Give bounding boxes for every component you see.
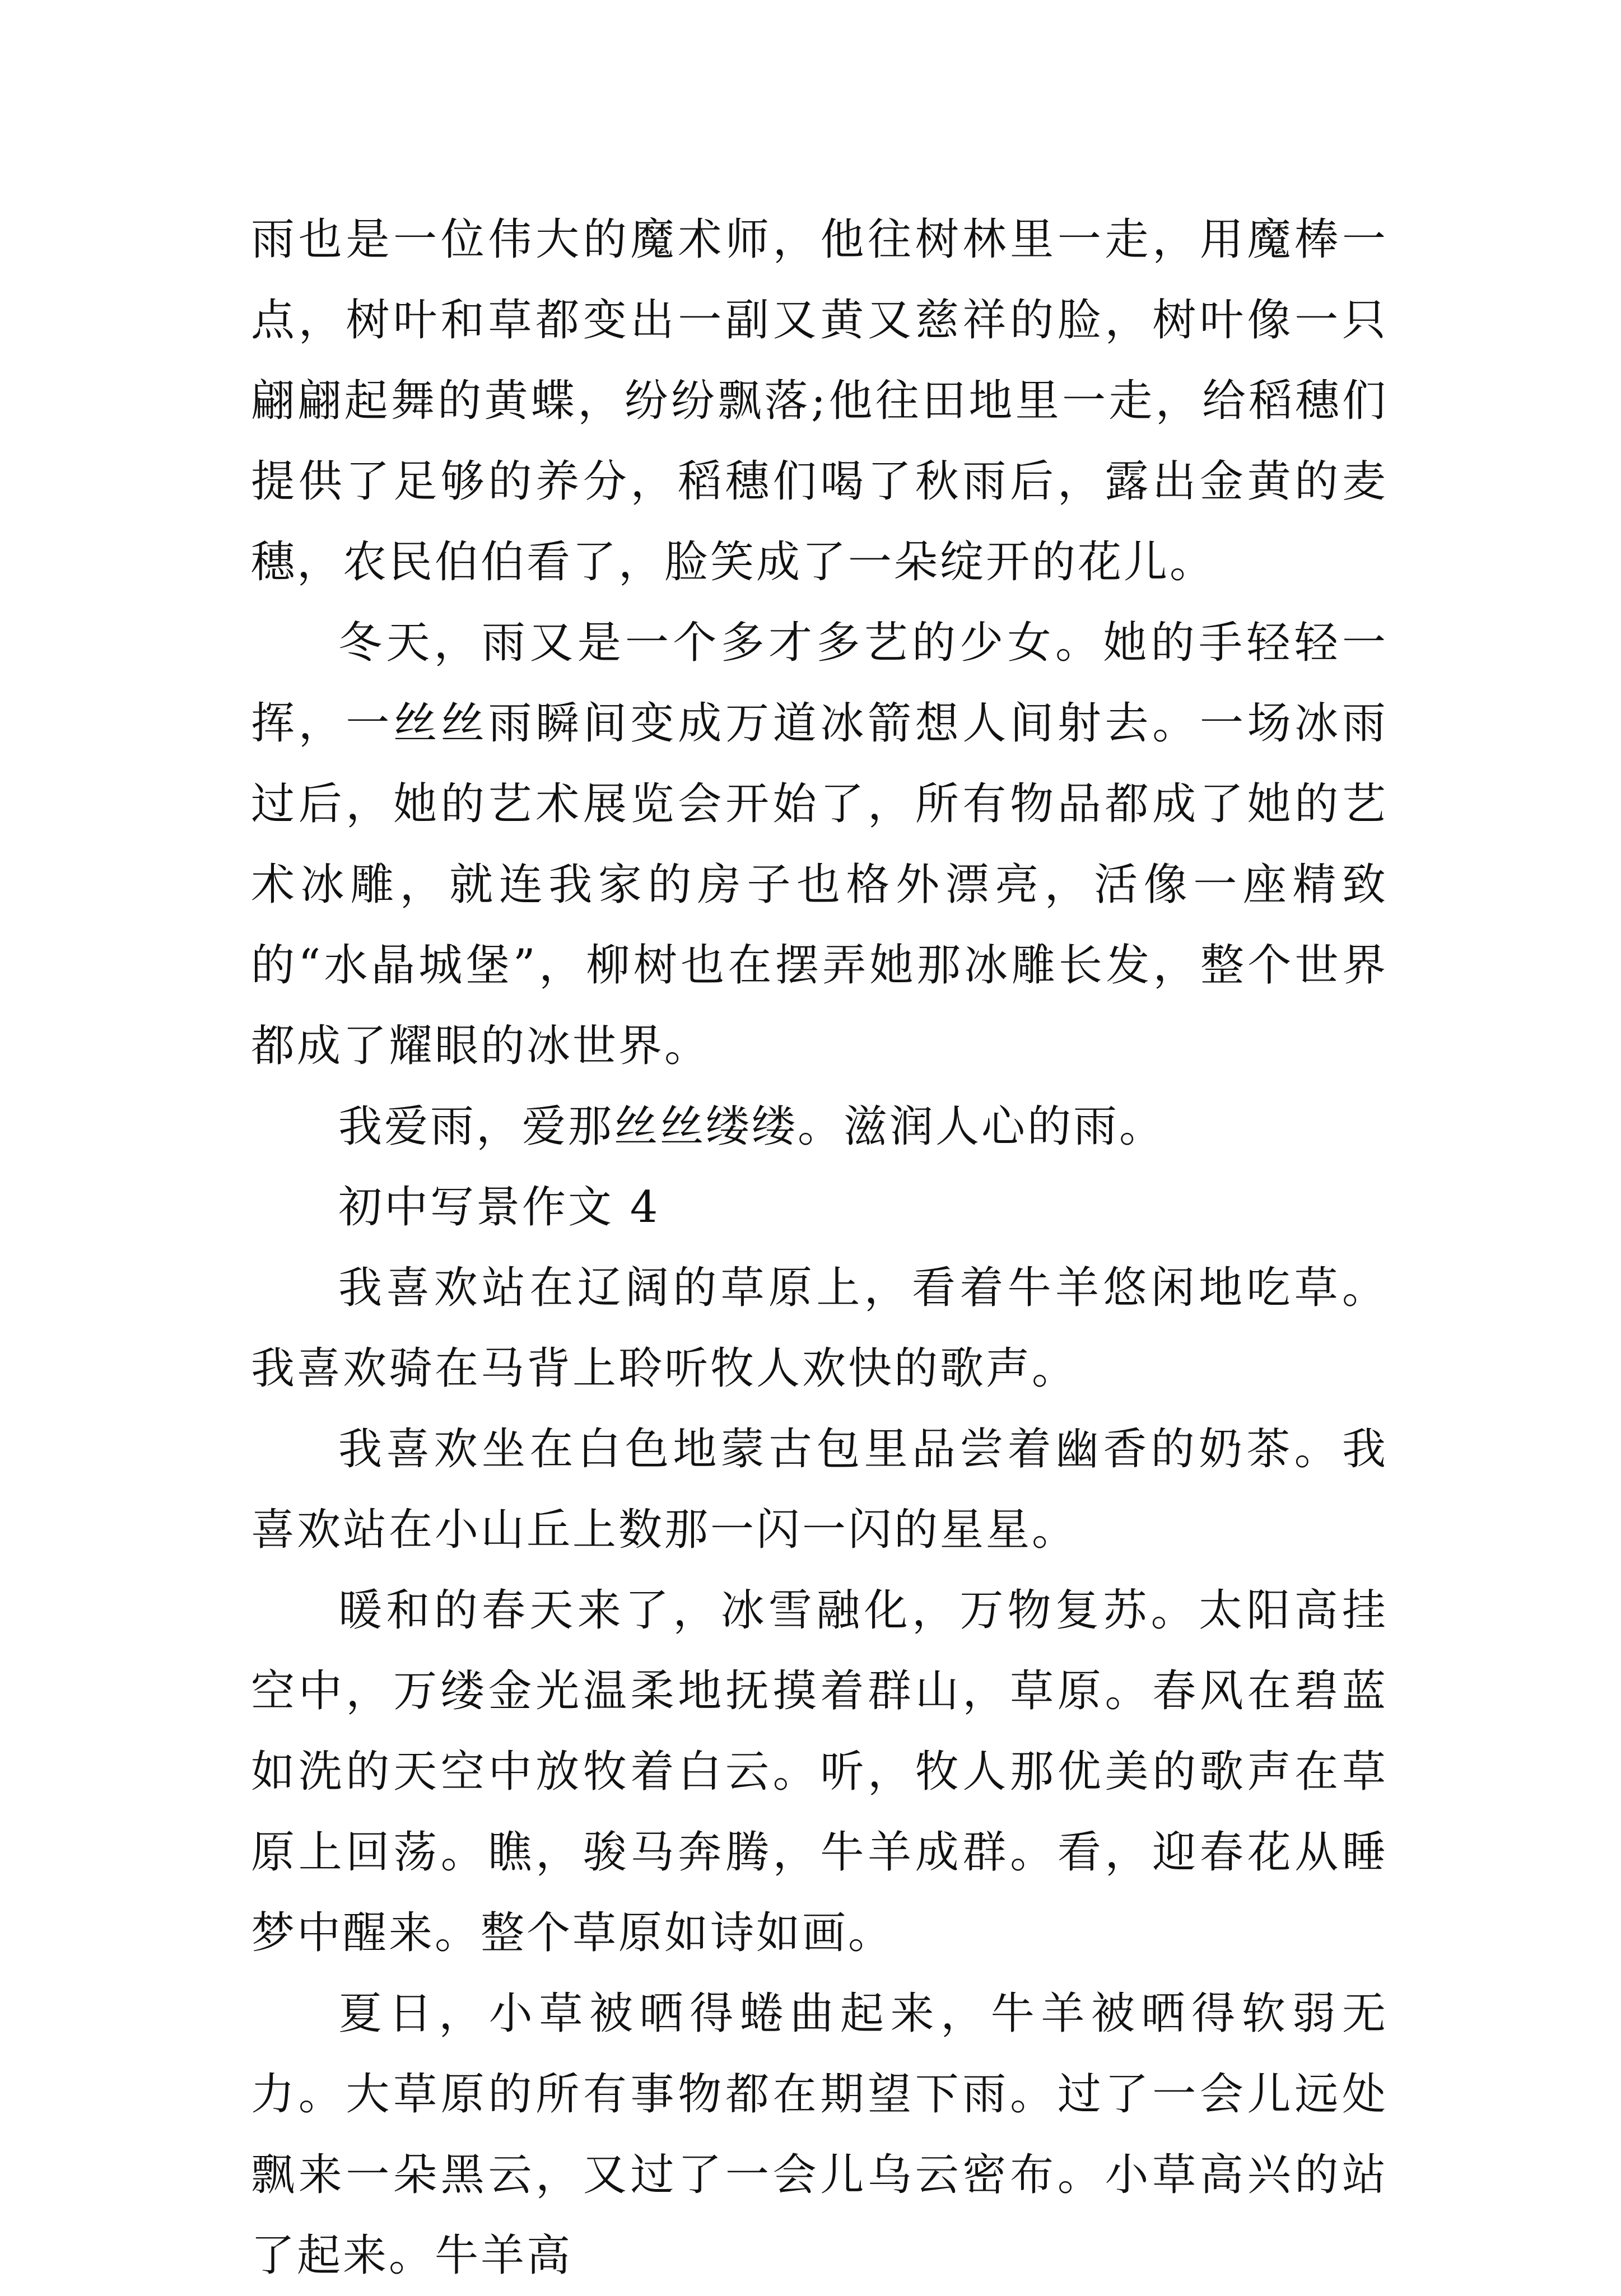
paragraph-grassland-intro: 我喜欢站在辽阔的草原上，看着牛羊悠闲地吃草。我喜欢骑在马背上聆听牧人欢快的歌声。 [251, 1263, 1388, 1394]
essay-heading: 初中写景作文 4 [338, 1182, 660, 1233]
paragraph-yurt: 我喜欢坐在白色地蒙古包里品尝着幽香的奶茶。我喜欢站在小山丘上数那一闪一闪的星星。 [251, 1424, 1388, 1555]
paragraph-summer: 夏日，小草被晒得蜷曲起来，牛羊被晒得软弱无力。大草原的所有事物都在期望下雨。过了一会儿远处飘来一朵黑云，又过了一会儿乌云密布。小草高兴的站了起来。牛羊高 [251, 1989, 1388, 2281]
paragraph-spring: 暖和的春天来了，冰雪融化，万物复苏。太阳高挂空中，万缕金光温柔地抚摸着群山，草原。春风在碧蓝如洗的天空中放牧着白云。听，牧人那优美的歌声在草原上回荡。瞧，骏马奔腾，牛羊成群。看，迎春花从睡梦中醒来。整个草原如诗如画。 [251, 1585, 1388, 1958]
paragraph-winter-rain: 冬天，雨又是一个多才多艺的少女。她的手轻轻一挥，一丝丝雨瞬间变成万道冰箭想人间射去。一场冰雨过后，她的艺术展览会开始了，所有物品都成了她的艺术冰雕，就连我家的房子也格外漂亮，活像一座精致的“水晶城堡”，柳树也在摆弄她那冰雕长发，整个世界都成了耀眼的冰世界。 [251, 618, 1388, 1071]
paragraph-autumn-rain: 雨也是一位伟大的魔术师，他往树林里一走，用魔棒一点，树叶和草都变出一副又黄又慈祥的脸，树叶像一只翩翩起舞的黄蝶，纷纷飘落;他往田地里一走，给稻穗们提供了足够的养分，稻穗们喝了秋雨后，露出金黄的麦穗，农民伯伯看了，脸笑成了一朵绽开的花儿。 [251, 214, 1388, 587]
paragraph-love-rain: 我爱雨，爱那丝丝缕缕。滋润人心的雨。 [338, 1102, 1166, 1152]
document-body [251, 199, 1388, 2296]
